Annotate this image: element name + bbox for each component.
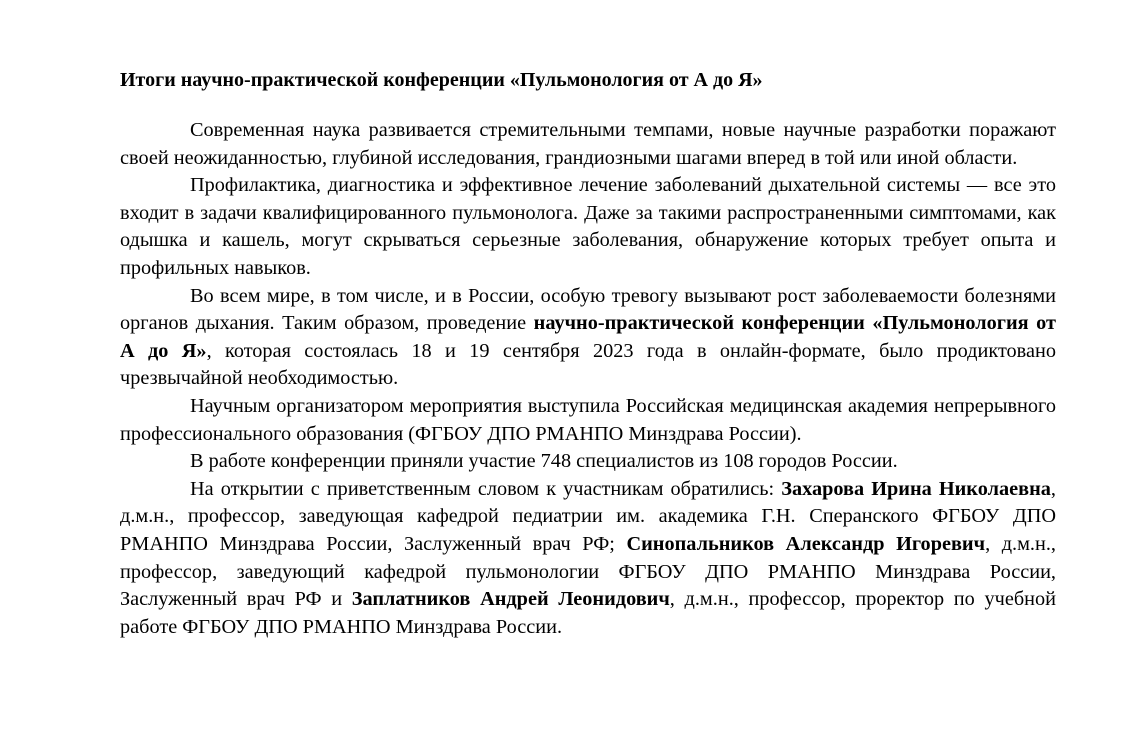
paragraph-1: Современная наука развивается стремительными темпами, новые научные разработки поражают своей неожиданностью, глубиной исследования, грандиозными шагами вперед в той или иной области. <box>120 119 1056 169</box>
speaker-description-1: , д.м.н., профессор, заведующая кафедрой педиатрии им. академика Г.Н. Сперанского ФГБОУ ДПО РМАНПО Минздрава России, Заслуженный врач РФ; <box>120 477 1056 555</box>
paragraph-3-text-after: , которая состоялась 18 и 19 сентября 2023 года в онлайн-формате, было продиктовано чрезвычайной необходимостью. <box>120 339 1056 390</box>
speaker-name-3: Заплатников Андрей Леонидович <box>351 588 670 611</box>
speaker-name-1: Захарова Ирина Николаевна <box>781 477 1051 500</box>
conference-name-bold: научно-практической конференции «Пульмонология от А до Я» <box>120 312 1056 362</box>
paragraph-6-intro: На открытии с приветственным словом к участникам обратились: <box>190 477 782 500</box>
paragraph-6 <box>120 476 1056 642</box>
document-title: Итоги научно-практической конференции «Пульмонология от А до Я» <box>120 69 763 91</box>
speaker-description-3: , д.м.н., профессор, проректор по учебной работе ФГБОУ ДПО РМАНПО Минздрава России. <box>120 588 1056 638</box>
speaker-name-2: Синопальников Александр Игоревич <box>626 532 986 555</box>
paragraph-3-text-before: Во всем мире, в том числе, и в России, особую тревогу вызывают рост заболеваемости болезнями органов дыхания. Таким образом, проведение <box>120 284 1056 335</box>
paragraph-3 <box>120 283 1056 393</box>
paragraph-5: В работе конференции приняли участие 748 специалистов из 108 городов России. <box>190 450 898 473</box>
paragraph-2: Профилактика, диагностика и эффективное лечение заболеваний дыхательной системы — все это входит в задачи квалифицированного пульмонолога. Даже за такими распространенными симптомами, как одышка и кашель, могут скрываться серьезные заболевания, обнаружение которых требует опыта и профильных навыков. <box>120 174 1056 279</box>
speaker-description-2: , д.м.н., профессор, заведующий кафедрой пульмонологии ФГБОУ ДПО РМАНПО Минздрава России, Заслуженный врач РФ и <box>120 532 1056 611</box>
document-body <box>120 117 1056 641</box>
paragraph-4: Научным организатором мероприятия выступила Российская медицинская академия непрерывного профессионального образования (ФГБОУ ДПО РМАНПО Минздрава России). <box>120 394 1056 445</box>
